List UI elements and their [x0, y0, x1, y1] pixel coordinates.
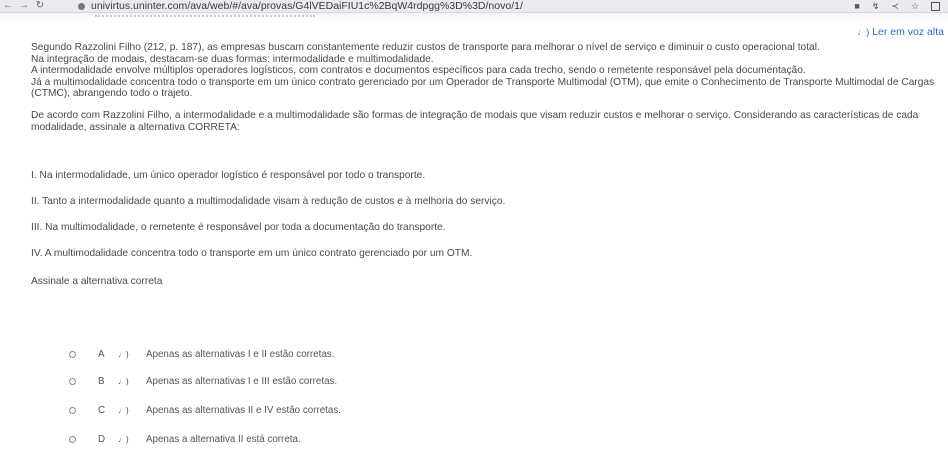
instruction: Assinale a alternativa correta	[31, 276, 163, 287]
speaker-icon: ♩)	[857, 27, 870, 37]
intro-line-3: A intermodalidade envolve múltiplos operadores logísticos, com contratos e documentos específicos para cada trecho, sendo o remetente responsável pela documentação.	[31, 65, 806, 77]
back-icon[interactable]: ←	[3, 0, 13, 11]
intro-line-5: (CTMC), abrangendo todo o trajeto.	[31, 88, 193, 100]
speaker-icon[interactable]: ♩)	[118, 376, 129, 386]
address-bar[interactable]	[78, 1, 523, 12]
option-letter: B	[98, 375, 105, 387]
question-content	[31, 42, 936, 287]
browser-toolbar	[0, 0, 948, 13]
site-info-icon[interactable]	[78, 3, 85, 10]
statement-1: I. Na intermodalidade, um único operador logístico é responsável por todo o transporte.	[31, 170, 426, 181]
forward-icon[interactable]: →	[19, 0, 29, 11]
intro-line-4: Já a multimodalidade concentra todo o transporte em um único contrato gerenciado por um Operador de Transporte Multimodal (OTM), que emite o Conhecimento de Transporte Multimodal de Cargas	[31, 76, 935, 88]
toolbar-actions	[854, 0, 940, 12]
key-icon[interactable]: ↯	[871, 0, 880, 11]
option-text: Apenas as alternativas I e II estão corretas.	[146, 348, 335, 360]
option-letter: C	[98, 404, 106, 416]
prompt-line-1: De acordo com Razzolini Filho, a intermodalidade e a multimodalidade são formas de integração de modais que visam reduzir custos e melhorar o serviço. Considerando as características de cada	[31, 110, 919, 121]
option-letter: D	[98, 433, 106, 445]
read-aloud-label: Ler em voz alta	[872, 26, 944, 38]
option-b[interactable]	[69, 374, 337, 388]
radio-a[interactable]	[69, 351, 76, 358]
radio-c[interactable]	[69, 407, 76, 414]
radio-d[interactable]	[69, 436, 76, 443]
radio-b[interactable]	[69, 378, 76, 385]
statement-3: III. Na multimodalidade, o remetente é responsável por toda a documentação do transporte.	[31, 222, 446, 233]
option-text: Apenas as alternativas II e IV estão corretas.	[146, 404, 341, 416]
prompt-line-2: modalidade, assinale a alternativa CORRETA:	[31, 121, 240, 133]
window-icon[interactable]	[931, 2, 940, 11]
speaker-icon[interactable]: ♩)	[118, 405, 129, 415]
read-aloud-button[interactable]	[857, 26, 944, 38]
faded-title-decoration	[95, 15, 315, 21]
bookmark-star-icon[interactable]: ☆	[910, 0, 919, 11]
reload-icon[interactable]: ↻	[35, 0, 45, 11]
url-text: univirtus.uninter.com/ava/web/#/ava/provas/G4lVEDaiFIU1c%2BqW4rdpgg%3D%3D/novo/1/	[91, 0, 523, 12]
statement-4: IV. A multimodalidade concentra todo o transporte em um único contrato gerenciado por um OTM.	[31, 248, 473, 259]
option-c[interactable]	[69, 403, 341, 417]
statement-2: II. Tanto a intermodalidade quanto a multimodalidade visam à redução de custos e à melhoria do serviço.	[31, 196, 506, 207]
option-letter: A	[98, 348, 105, 360]
share-icon[interactable]: ≺	[891, 0, 899, 11]
option-text: Apenas as alternativas I e III estão corretas.	[146, 375, 338, 387]
question-prompt	[31, 110, 936, 133]
intro-line-1: Segundo Razzolini Filho (212, p. 187), as empresas buscam constantemente reduzir custos de transporte para melhorar o nível de serviço e diminuir o custo operacional total.	[31, 42, 820, 53]
option-a[interactable]	[69, 347, 334, 361]
speaker-icon[interactable]: ♩)	[118, 434, 129, 444]
option-text: Apenas a alternativa II está correta.	[146, 433, 301, 445]
media-icon[interactable]: ■	[854, 1, 860, 11]
option-d[interactable]	[69, 432, 301, 446]
intro-line-2: Na integração de modais, destacam-se duas formas: intermodalidade e multimodalidade.	[31, 53, 434, 65]
speaker-icon[interactable]: ♩)	[118, 349, 129, 359]
